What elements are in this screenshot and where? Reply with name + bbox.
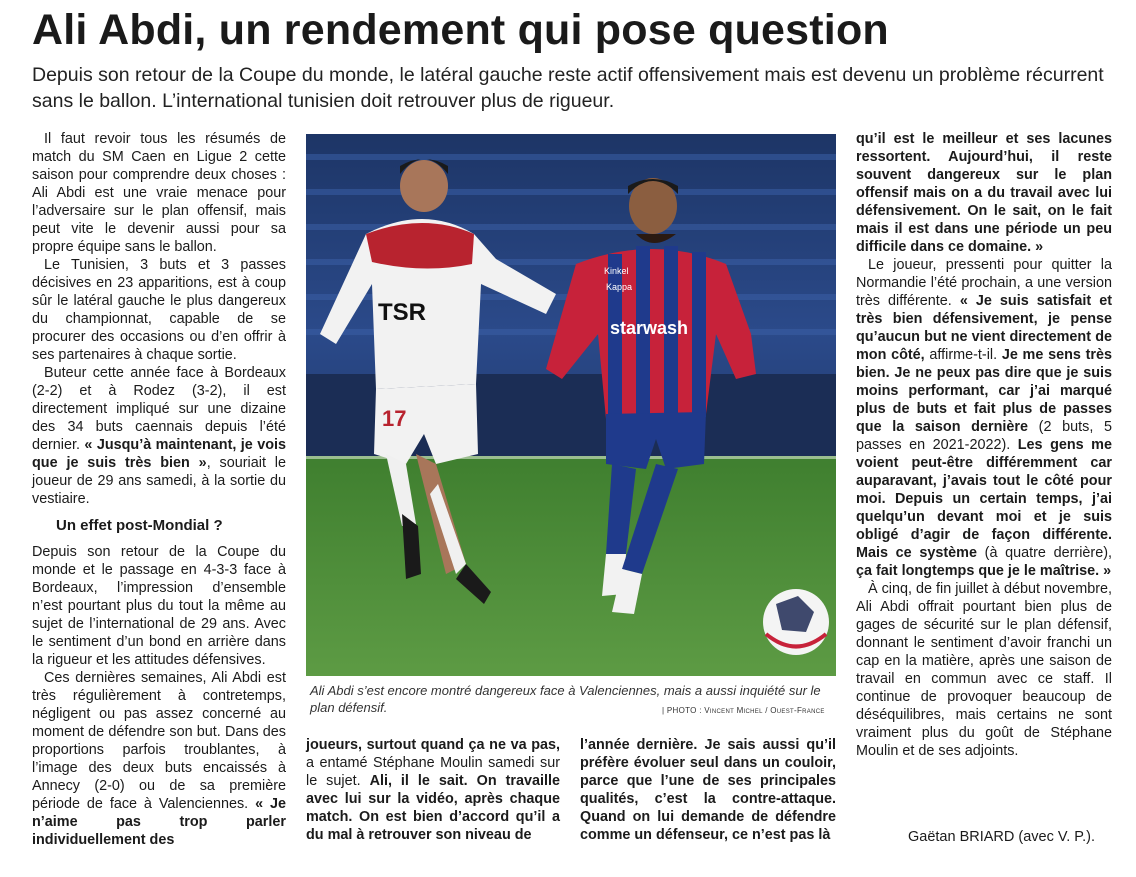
match-photo: [306, 134, 836, 676]
credit-prefix: | PHOTO :: [662, 706, 705, 715]
paragraph: Le Tunisien, 3 buts et 3 passes décisives en 23 apparitions, est à coup sûr le latéral gauche le plus dangereux du championnat, capable de se procurer des occasions ou d’en offrir à ses partenaires à chaque sortie.: [32, 257, 286, 363]
match-photo-illustration: [306, 134, 836, 676]
quote: ça fait longtemps que je le maîtrise. »: [856, 563, 1112, 579]
paragraph-text: (à quatre derrière),: [976, 545, 1112, 561]
shirt-kit: Kappa: [606, 282, 633, 292]
football: [763, 589, 829, 655]
photo-credit: [662, 706, 825, 715]
paragraph: À cinq, de fin juillet à début novembre, Ali Abdi offrait pourtant bien plus de gages de sécurité sur le plan défensif, donnant le sentiment d’avoir franchi un cap en la matière, après une saison de travail en commun avec ce staff. Il continue de provoquer beaucoup de déséquilibres, mais certains ne sont vraiment plus du goût de Stéphane Moulin et de ses adjoints.: [856, 581, 1112, 759]
photo-caption: Ali Abdi s’est encore montré dangereux face à Valenciennes, mais a aussi inquiété sur le plan défensif.: [310, 683, 821, 715]
headline: Ali Abdi, un rendement qui pose question: [32, 6, 889, 54]
paragraph-text: Buteur cette année face à Bordeaux (2-2) et à Rodez (3-2), il est directement impliqué sur une dizaine des 34 buts caennais depuis l’été dernier.: [32, 365, 286, 453]
shirt-number: 17: [382, 406, 407, 431]
standfirst: Depuis son retour de la Coupe du monde, le latéral gauche reste actif offensivement mais est devenu un problème récurrent sans le ballon. L’international tunisien doit retrouver plus de rigueur.: [32, 64, 1104, 112]
column-3: [580, 736, 836, 844]
quote: Ali, il le sait. On travaille avec lui sur la vidéo, après chaque match. On est bien d’accord qu’il a du mal à retrouver son niveau de: [306, 773, 561, 843]
paragraph: [32, 364, 286, 508]
sponsor-text: TSR: [378, 299, 426, 326]
quote: qu’il est le meilleur et ses lacunes ressortent. Aujourd’hui, il reste souvent dangereux sur le plan offensif mais on a du travail avec lui défensivement. On le sait, on le fait mais il est dans une période un peu difficile dans ce domaine. »: [856, 131, 1112, 255]
quote: l’année dernière. Je sais aussi qu’il préfère évoluer seul dans un couloir, parce que l’une de ses principales qualités, c’est la contre-attaque. Quand on lui demande de défendre comme un défenseur, ce n’est pas là: [580, 737, 836, 843]
sponsor-text: starwash: [610, 318, 689, 338]
subheading: Un effet post-Mondial ?: [56, 517, 223, 534]
shirt-brand: Kinkel: [604, 266, 629, 276]
quote: « Jusqu’à maintenant, je vois que je suis très bien »: [32, 437, 287, 471]
paragraph-text: a entamé Stéphane Moulin samedi sur le sujet.: [306, 755, 560, 789]
quote: « Je suis satisfait et très bien défensivement, je pense qu’aucun but ne vient directement de mon côté,: [856, 293, 1112, 363]
paragraph: [856, 256, 1112, 580]
paragraph: [306, 736, 560, 844]
paragraph-text: , souriait le joueur de 29 ans samedi, à la sortie du vestiaire.: [32, 455, 287, 507]
quote: Je me sens très bien. Je ne peux pas dire que je suis moins performant, car j’ai marqué plus de buts et fait plus de passes que la saison dernière: [856, 347, 1112, 435]
credit-name: Vincent Michel / Ouest-France: [704, 706, 825, 715]
quote: Les gens me voient peut-être différemment car auparavant, j’avais tout le côté pour moi. Depuis un certain temps, j’ai quelqu’un devant moi et je suis obligé d’agir de façon différente. Mais ce système: [856, 437, 1112, 561]
column-4: [856, 130, 1112, 760]
paragraph: [32, 669, 286, 849]
paragraph: Il faut revoir tous les résumés de match du SM Caen en Ligue 2 cette saison pour comprendre deux choses : Ali Abdi est une vraie menace pour l’adversaire sur le plan offensif, mais peut vite le devenir aussi pour sa propre équipe sans le ballon.: [32, 131, 286, 255]
paragraph: Depuis son retour de la Coupe du monde et le passage en 4-3-3 face à Bordeaux, l’impression d’ensemble n’est pourtant plus du tout la même au sujet de l’international de 29 ans. Avec le sentiment d’un bond en arrière dans la rigueur et les attitudes défensives.: [32, 544, 286, 668]
paragraph-text: Ces dernières semaines, Ali Abdi est très régulièrement à contretemps, négligent ou pas assez concerné au moment de défendre son but. Dans des proportions parfois troublantes, à l’image des deux buts encaissés à Annecy (2-0) ou de sa première période de face à Valenciennes.: [32, 670, 286, 812]
quote: « Je n’aime pas trop parler individuellement des: [32, 796, 286, 848]
paragraph-text: Le joueur, pressenti pour quitter la Normandie l’été prochain, a une version très différente.: [856, 257, 1112, 309]
column-2: [306, 736, 560, 844]
paragraph: [856, 130, 1112, 256]
author-signature: Gaëtan BRIARD (avec V. P.).: [908, 829, 1095, 845]
paragraph-text: (2 buts, 5 passes en 2021-2022).: [856, 419, 1112, 453]
paragraph: [580, 736, 836, 844]
column-1: [32, 130, 286, 849]
paragraph-text: affirme-t-il.: [924, 347, 1002, 363]
quote: joueurs, surtout quand ça ne va pas,: [306, 737, 560, 753]
